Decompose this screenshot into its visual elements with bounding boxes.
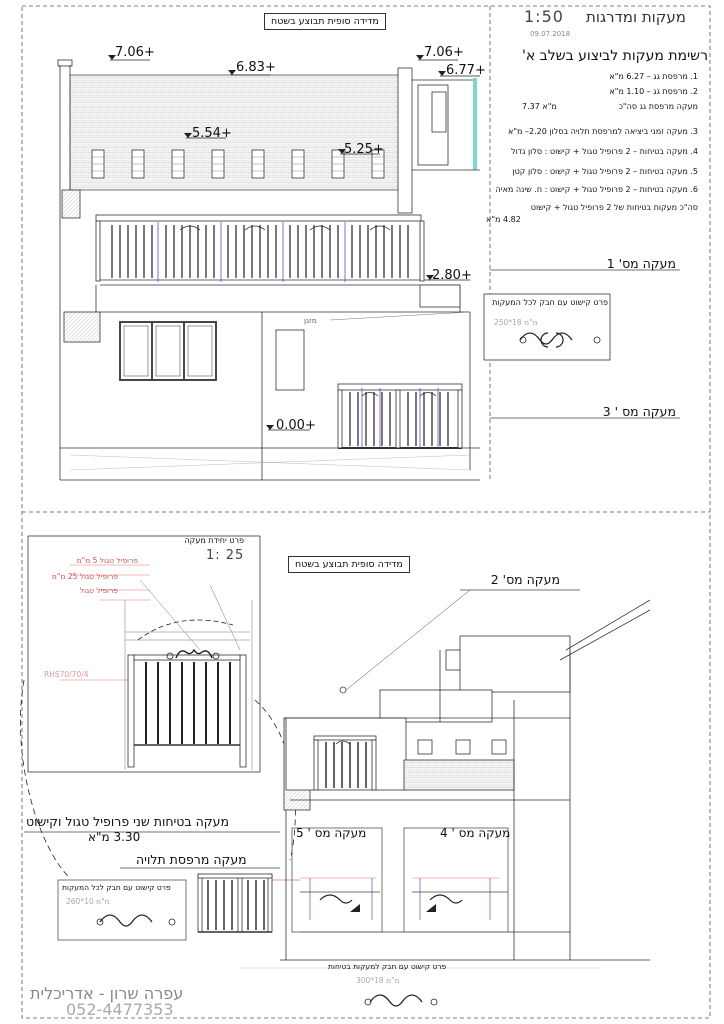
level-mid-right: 5.25+: [344, 142, 384, 157]
architect-name: עפרה שרון - אדריכלית: [30, 984, 184, 1003]
label-rail-4: מעקה מס ' 4: [440, 826, 511, 840]
sheet-date: 09.07.2018: [530, 30, 571, 38]
rail-list-item-3: 3. מעקה זמני ביציאה למרפסת תלויה בסלון 2.20– מ"א: [508, 127, 698, 136]
notice-bottom: מדידה סופית תבוצע בשטח: [288, 556, 410, 573]
rail-list-item-6: 6. מעקה בטיחות – 2 פרופיל טגול + קישוט : ח. שינה מאיה: [495, 185, 698, 194]
unit-profile-3: פרופיל טגול: [79, 586, 118, 595]
level-mid-left: 5.54+: [192, 126, 232, 141]
label-hanging-rail: מעקה מרפסת תלויה: [136, 852, 247, 867]
sheet-scale: 1:50: [524, 7, 564, 26]
rail-list-item-roof-total: מעקה מרפסת גג סה"כ: [618, 102, 698, 111]
unit-detail-title: פרט יחידת מעקה: [184, 536, 244, 545]
label-rail-1: מעקה מס' 1: [606, 256, 676, 271]
detail-bottom-left-title: פרט קישוט עם חבק לכל המעקות: [62, 883, 171, 892]
rail-list-safety-length: 4.82 מ"א: [486, 215, 521, 224]
bottom-elevation: [20, 536, 650, 1006]
detail-bottom-left-dim: 260*10 מ"מ: [66, 897, 110, 906]
unit-profile-1: פרופיל טגול 5 מ"מ: [76, 556, 138, 565]
label-ac-unit: מזגן: [304, 316, 317, 325]
level-roof-top-right: 6.77+: [446, 63, 486, 78]
rail-list-item-1: 1. מרפסת גג – 6.27 מ"א: [609, 72, 698, 81]
unit-rhs: RHS70/70/4: [44, 670, 89, 679]
level-roof-right: 7.06+: [424, 45, 464, 60]
rail-list-title: רשימת מעקות לביצוע בשלב א': [521, 48, 708, 64]
architect-phone: 052-4477353: [66, 1000, 174, 1019]
rail-list-item-4: 4. מעקה בטיחות – 2 פרופיל טגול + קישוט : סלון גדול: [511, 147, 698, 156]
level-roof-left: 7.06+: [115, 45, 155, 60]
level-ground: 0.00+: [276, 418, 316, 433]
detail-top-dim: 250*18 מ"מ: [494, 318, 538, 327]
rail-list-item-5: 5. מעקה בטיחות – 2 פרופיל טגול + קישוט : סלון קטן: [512, 167, 698, 176]
detail-bottom-dim: 300*18 מ"מ: [356, 976, 400, 985]
label-rail-3: מעקה מס ' 3: [602, 404, 676, 419]
rail-list-item-2: 2. מרפסת גג – 1.10 מ"א: [609, 87, 698, 96]
top-elevation: [58, 55, 680, 480]
label-rail-2: מעקה מס' 2: [490, 572, 560, 587]
level-balcony: 2.80+: [432, 268, 472, 283]
label-safety-rail: מעקה בטיחות שני פרופיל טגול וקישוט: [26, 814, 229, 829]
unit-detail-scale: 1: 25: [206, 548, 245, 563]
label-rail-5: מעקה מס ' 5: [296, 826, 367, 840]
unit-profile-2: פרופיל טגול 25 מ"מ: [51, 572, 118, 581]
level-ridge: 6.83+: [236, 60, 276, 75]
sheet-title: מעקות ומדרגות: [586, 8, 686, 26]
rail-list-safety-total: סה"כ מעקות בטיחות של 2 פרופיל טגול + קישוט: [530, 203, 698, 212]
detail-top-title: פרט קישוט עם חבק לכל המעקות: [492, 298, 608, 307]
notice-top: מדידה סופית תבוצע בשטח: [264, 13, 386, 30]
detail-bottom-title: פרט קישוט עם חבק למעקות בטיחות: [328, 962, 447, 971]
label-safety-length: 3.30 מ"א: [88, 830, 141, 844]
rail-list-roof-total: 7.37 מ"א: [522, 102, 557, 111]
